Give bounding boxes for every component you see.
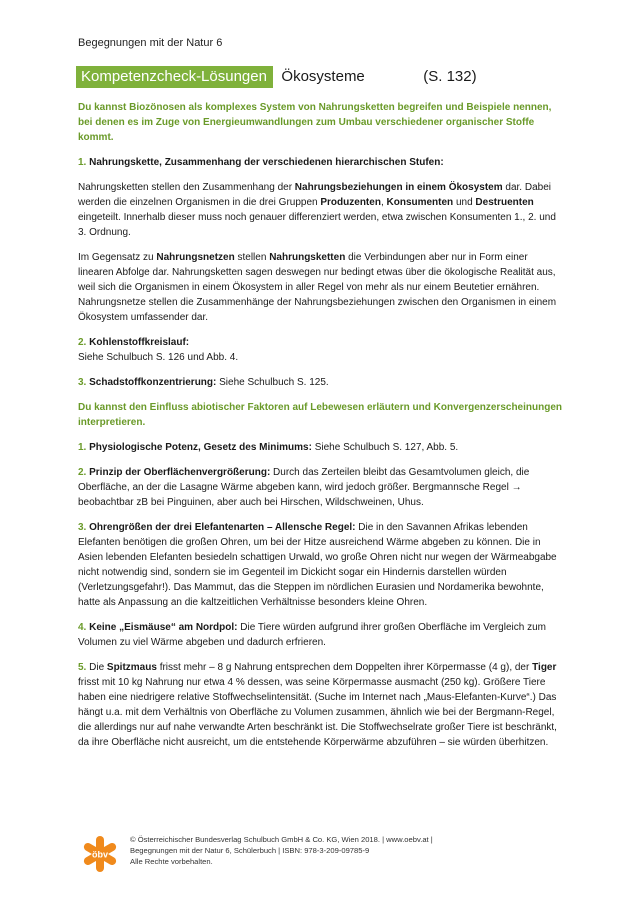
text-run: eingeteilt. Innerhalb dieser muss noch genauer differenziert werden, etwa zwischen Konsumenten 1., 2. und 3. Ordnung.	[78, 212, 556, 238]
title-page-ref: (S. 132)	[423, 68, 477, 85]
s2-item3	[78, 520, 562, 610]
s1-item1-para2	[78, 250, 562, 325]
item-heading: Physiologische Potenz, Gesetz des Minimums:	[89, 442, 312, 453]
item-number: 3.	[78, 522, 87, 533]
item-heading: Schadstoffkonzentrierung:	[89, 377, 217, 388]
s2-item4	[78, 620, 562, 650]
bold-term: Produzenten	[320, 197, 381, 208]
content-body	[78, 100, 562, 760]
s2-item1	[78, 440, 562, 455]
footer-text	[130, 834, 550, 867]
item-text: Siehe Schulbuch S. 127, Abb. 5.	[311, 442, 459, 453]
logo-text: öbv	[91, 849, 109, 860]
s1-item1-heading	[78, 155, 562, 170]
section1-intro: Du kannst Biozönosen als komplexes System von Nahrungsketten begreifen und Beispiele nennen, bei denen es im Zuge von Energieumwandlungen zum Umbau verschiedener organischer Stoffe kommt.	[78, 102, 552, 143]
text-run: stellen	[234, 252, 270, 263]
item-number: 1.	[78, 442, 87, 453]
text-run: Nahrungsketten stellen den Zusammenhang der	[78, 182, 295, 193]
item-text: Siehe Schulbuch S. 126 und Abb. 4.	[78, 352, 239, 363]
bold-term: Tiger	[532, 662, 557, 673]
item-text: Siehe Schulbuch S. 125.	[216, 377, 329, 388]
section2-intro: Du kannst den Einfluss abiotischer Faktoren auf Lebewesen erläutern und Konvergenzerscheinungen interpretieren.	[78, 402, 562, 428]
item-text: Die in den Savannen Afrikas lebenden Elefanten benötigen die großen Ohren, um bei der Hitze ausreichend Wärme abgeben zu können. Die in Asien lebenden Elefanten besiedeln schattigen Urwald, wo große Ohren nicht nur wegen der Wärmeabgabe nicht notwendig sind, sondern sie im Gegenteil im Dickicht sogar ein Hindernis darstellen würden (Verletzungsgefahr!). Das Mammut, das die Steppen im nördlichen Eurasien und Nordamerika bewohnte, hatte als Anpassung an die kaltzeitlichen Verhältnisse besonders kleine Ohren.	[78, 522, 557, 608]
item-number: 2.	[78, 467, 87, 478]
title-topic: Ökosysteme	[281, 68, 365, 85]
item-number: 4.	[78, 622, 87, 633]
bold-term: Destruenten	[475, 197, 534, 208]
item-heading: Prinzip der Oberflächenvergrößerung:	[89, 467, 271, 478]
title-row	[76, 66, 576, 88]
text-run: und	[453, 197, 476, 208]
bold-term: Nahrungsbeziehungen in einem Ökosystem	[294, 182, 503, 193]
item-number: 2.	[78, 337, 87, 348]
s1-item1-para1	[78, 180, 562, 240]
book-header: Begegnungen mit der Natur 6	[78, 37, 223, 49]
item-heading: Nahrungskette, Zusammenhang der verschiedenen hierarchischen Stufen:	[89, 157, 444, 168]
s2-item2	[78, 465, 562, 510]
item-text: Durch das Zerteilen bleibt das Gesamtvolumen gleich, die Oberfläche, an der die Lasagne Wärme abgeben kann, wird jedoch größer. Bergmannsche Regel → beobachtbar zB bei Pinguinen, aber auch bei Hirschen, Wildschweinen, Uhus.	[78, 467, 530, 508]
item-text: Die Tiere würden aufgrund ihrer großen Oberfläche im Vergleich zum Volumen zu viel Wärme abgeben und dadurch erfrieren.	[78, 622, 546, 648]
s1-item3	[78, 375, 562, 390]
bold-term: Nahrungsnetzen	[156, 252, 235, 263]
text-run: dar. Dabei werden die einzelnen Organismen in die drei Gruppen	[78, 182, 551, 208]
oebv-logo-icon	[80, 834, 120, 874]
footer-line-1: © Österreichischer Bundesverlag Schulbuch GmbH & Co. KG, Wien 2018. | www.oebv.at |	[130, 835, 433, 844]
item-number: 3.	[78, 377, 87, 388]
footer-line-3: Alle Rechte vorbehalten.	[130, 857, 213, 866]
bold-term: Spitzmaus	[106, 662, 157, 673]
item-heading: Ohrengrößen der drei Elefantenarten – Allensche Regel:	[89, 522, 356, 533]
s1-item2	[78, 335, 562, 365]
bold-term: Nahrungsketten	[269, 252, 346, 263]
footer-line-2: Begegnungen mit der Natur 6, Schülerbuch | ISBN: 978-3-209-09785-9	[130, 846, 370, 855]
text-run: Im Gegensatz zu	[78, 252, 157, 263]
s2-item5	[78, 660, 562, 750]
text-run: frisst mit 10 kg Nahrung nur etwa 4 % dessen, was seine Körpermasse ausmacht (250 kg). Größere Tiere haben eine niedrigere relative Stoffwechselintensität. (Suche im Internet nach „Maus-Elefanten-Kurve“.) Das hängt u.a. mit dem Verhältnis von Oberfläche zu Volumen zusammen, ähnlich wie bei der Bergmann-Regel, die allerdings nur auf nahe verwandte Arten beschränkt ist. Die Stoffwechselrate großer Tiere ist beschränkt, da ihre Oberfläche nicht ausreicht, um die entstehende Körperwärme abzuführen – sie würden überhitzen.	[78, 677, 557, 748]
item-number: 1.	[78, 157, 87, 168]
item-heading: Kohlenstoffkreislauf:	[89, 337, 190, 348]
text-run: die Verbindungen aber nur in Form einer linearen Abfolge dar. Nahrungsketten sagen deswegen nur bedingt etwas über die ökologische Realität aus, weil sich die Organismen in einem Ökosystem in aller Regel von mehr als nur einem Beutetier ernähren. Nahrungsnetze stellen die Zusammenhänge der Nahrungsbeziehungen zwischen den Organismen in einem Ökosystem umfassender dar.	[78, 252, 557, 323]
text-run: frisst mehr – 8 g Nahrung entsprechen dem Doppelten ihrer Körpermasse (4 g), der	[156, 662, 533, 673]
item-number: 5.	[78, 662, 87, 673]
item-heading: Keine „Eismäuse“ am Nordpol:	[89, 622, 238, 633]
title-badge: Kompetenzcheck-Lösungen	[76, 66, 273, 88]
text-run: Die	[86, 662, 107, 673]
text-run: ,	[380, 197, 387, 208]
bold-term: Konsumenten	[386, 197, 454, 208]
